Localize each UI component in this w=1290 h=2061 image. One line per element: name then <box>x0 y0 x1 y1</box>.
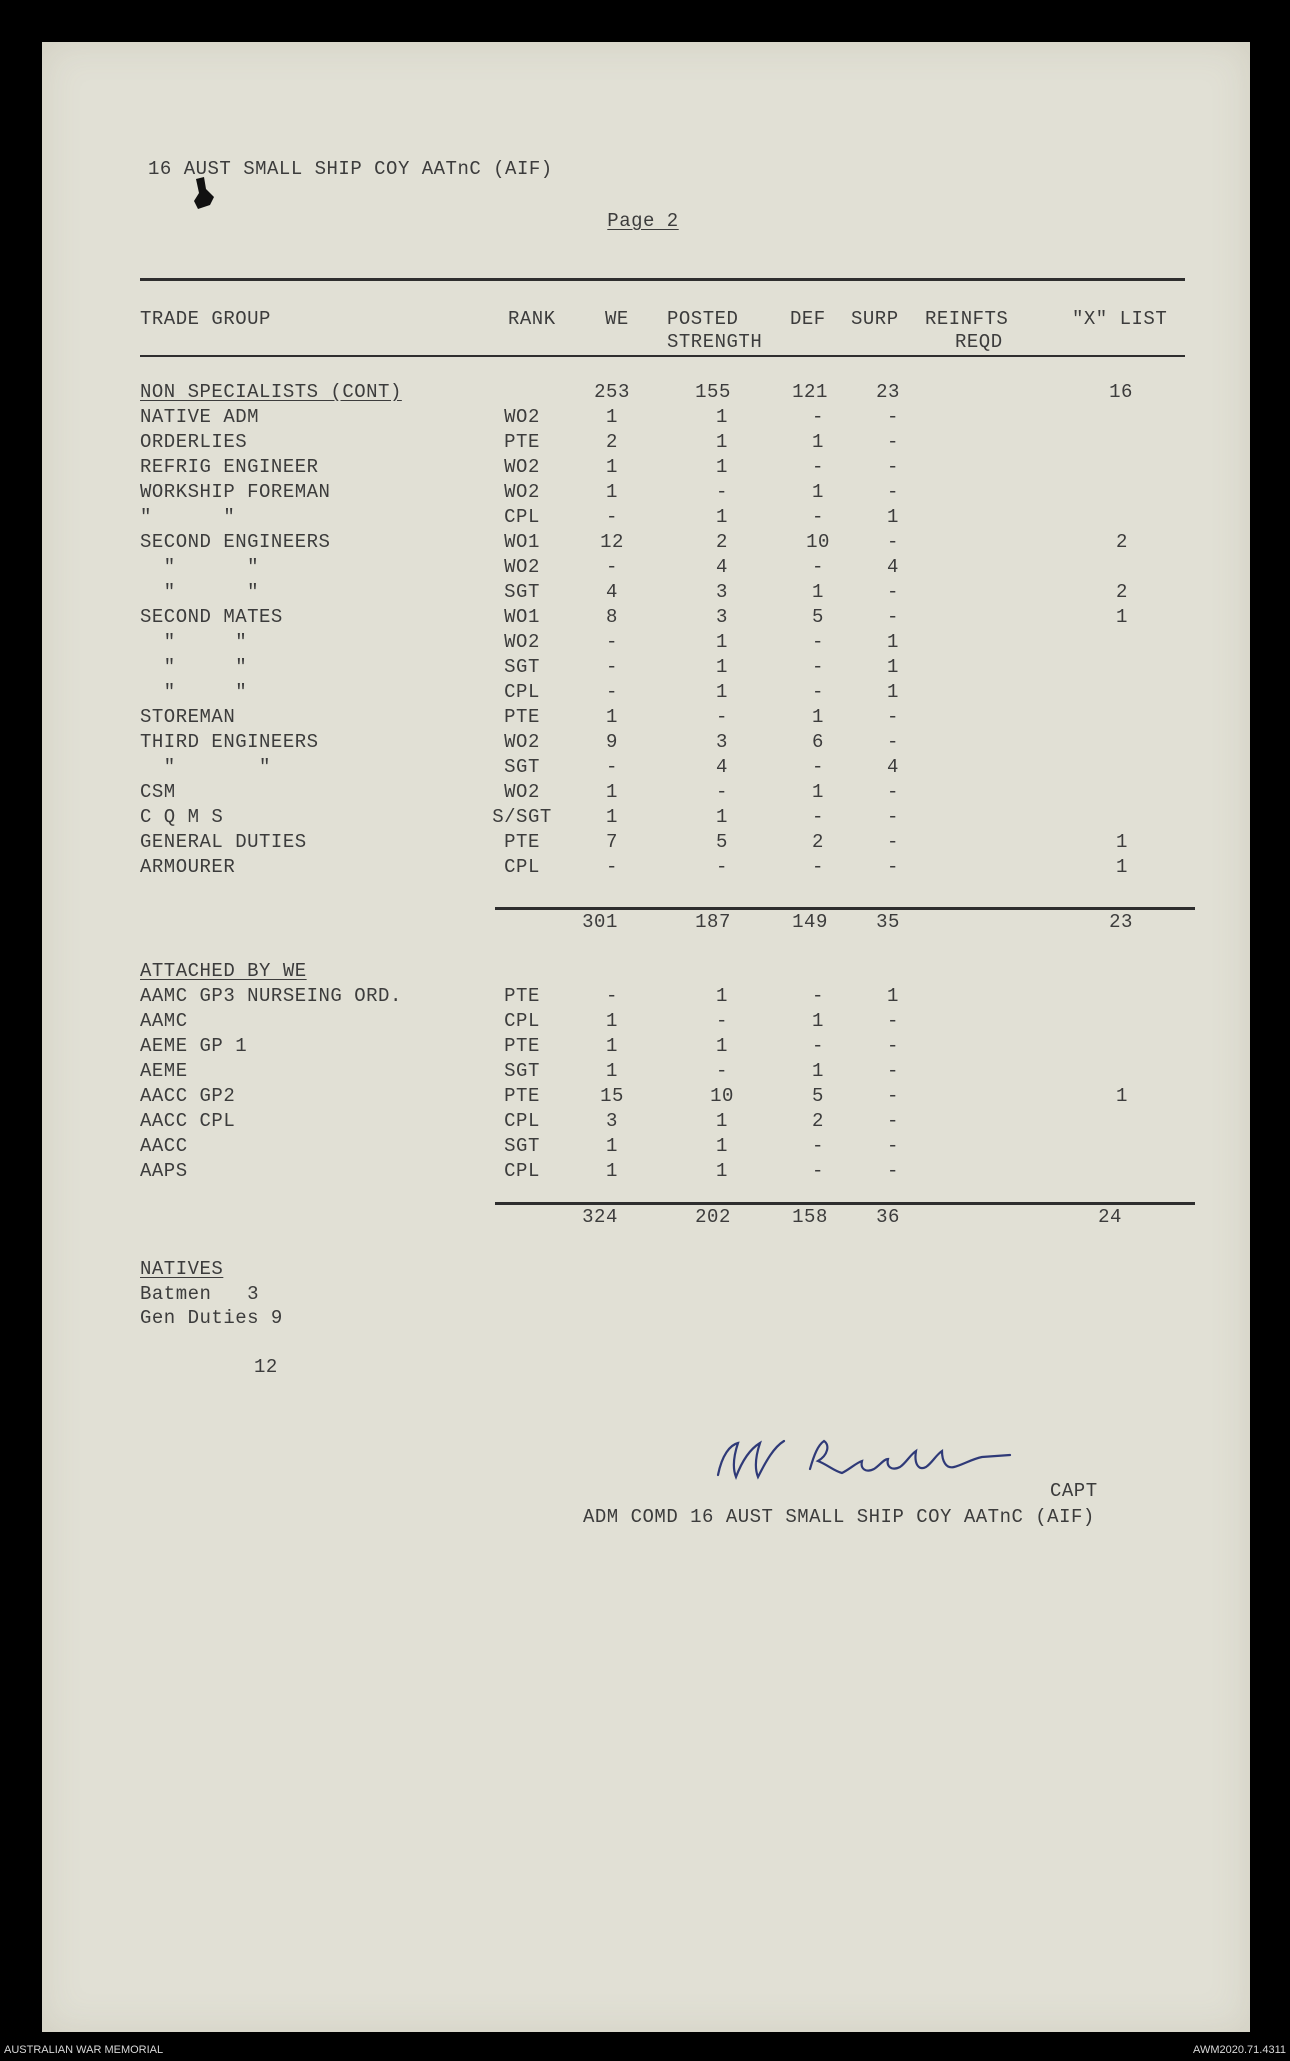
row-def: 2 <box>812 1110 824 1132</box>
row-we: - <box>606 856 618 878</box>
col-rank: RANK <box>508 308 556 330</box>
row-surp: - <box>887 1035 899 1057</box>
row-trade-group: " " <box>140 581 260 603</box>
row-we: 1 <box>606 481 618 503</box>
row-surp: - <box>887 731 899 753</box>
row-surp: - <box>887 1010 899 1032</box>
total-posted: 202 <box>695 1206 731 1228</box>
row-x-list: 1 <box>1116 606 1128 628</box>
row-surp: 1 <box>887 631 899 653</box>
row-rank: CPL <box>504 506 540 528</box>
row-surp: - <box>887 1160 899 1182</box>
row-we: 1 <box>606 1035 618 1057</box>
unit-title: 16 AUST SMALL SHIP COY AATnC (AIF) <box>148 158 553 180</box>
row-trade-group: ARMOURER <box>140 856 236 878</box>
row-rank: PTE <box>504 431 540 453</box>
row-posted: 4 <box>716 556 728 578</box>
row-def: 1 <box>812 781 824 803</box>
carry-x: 16 <box>1109 381 1133 403</box>
row-rank: PTE <box>504 1085 540 1107</box>
row-trade-group: CSM <box>140 781 176 803</box>
natives-line: Batmen 3 <box>140 1283 260 1305</box>
row-trade-group: AAPS <box>140 1160 188 1182</box>
row-rank: PTE <box>504 985 540 1007</box>
carry-posted: 155 <box>695 381 731 403</box>
row-surp: 1 <box>887 506 899 528</box>
row-x-list: 1 <box>1116 831 1128 853</box>
row-we: 12 <box>600 531 624 553</box>
col-trade-group: TRADE GROUP <box>140 308 271 330</box>
row-surp: - <box>887 581 899 603</box>
row-posted: 1 <box>716 806 728 828</box>
row-def: - <box>812 456 824 478</box>
row-def: - <box>812 985 824 1007</box>
row-rank: PTE <box>504 706 540 728</box>
row-posted: 1 <box>716 1110 728 1132</box>
row-posted: 3 <box>716 606 728 628</box>
row-def: 10 <box>806 531 830 553</box>
row-def: - <box>812 681 824 703</box>
row-trade-group: SECOND ENGINEERS <box>140 531 331 553</box>
row-posted: 10 <box>710 1085 734 1107</box>
footer-accession: AWM2020.71.4311 <box>1193 2044 1286 2056</box>
row-surp: - <box>887 1060 899 1082</box>
row-we: 1 <box>606 1060 618 1082</box>
row-surp: - <box>887 606 899 628</box>
col-x-list: "X" LIST <box>1072 308 1168 330</box>
row-we: - <box>606 985 618 1007</box>
col-reinfts: REINFTS <box>925 308 1009 330</box>
row-trade-group: " " <box>140 556 260 578</box>
row-we: - <box>606 556 618 578</box>
row-trade-group: AACC <box>140 1135 188 1157</box>
row-posted: - <box>716 1060 728 1082</box>
row-surp: 1 <box>887 985 899 1007</box>
row-def: - <box>812 656 824 678</box>
total-we: 324 <box>582 1206 618 1228</box>
row-trade-group: AAMC GP3 NURSEING ORD. <box>140 985 402 1007</box>
row-def: 5 <box>812 1085 824 1107</box>
row-def: - <box>812 506 824 528</box>
row-x-list: 1 <box>1116 1085 1128 1107</box>
row-posted: - <box>716 706 728 728</box>
row-def: - <box>812 631 824 653</box>
section-title: NON SPECIALISTS (CONT) <box>140 381 402 403</box>
subtotal-posted: 187 <box>695 911 731 933</box>
row-def: - <box>812 856 824 878</box>
row-x-list: 1 <box>1116 856 1128 878</box>
col-surp: SURP <box>851 308 899 330</box>
row-surp: 1 <box>887 656 899 678</box>
row-def: - <box>812 806 824 828</box>
row-x-list: 2 <box>1116 531 1128 553</box>
row-def: - <box>812 1035 824 1057</box>
row-posted: - <box>716 1010 728 1032</box>
row-surp: - <box>887 531 899 553</box>
row-posted: 1 <box>716 456 728 478</box>
row-surp: - <box>887 856 899 878</box>
col-we: WE <box>605 308 629 330</box>
header-top-rule <box>140 278 1185 281</box>
row-rank: WO2 <box>504 556 540 578</box>
row-def: 1 <box>812 1060 824 1082</box>
row-surp: - <box>887 1135 899 1157</box>
row-trade-group: WORKSHIP FOREMAN <box>140 481 331 503</box>
row-surp: - <box>887 781 899 803</box>
row-we: 1 <box>606 781 618 803</box>
row-rank: PTE <box>504 831 540 853</box>
row-posted: 3 <box>716 581 728 603</box>
row-posted: 1 <box>716 431 728 453</box>
carry-def: 121 <box>792 381 828 403</box>
row-surp: 4 <box>887 756 899 778</box>
row-trade-group: GENERAL DUTIES <box>140 831 307 853</box>
row-trade-group: " " <box>140 631 248 653</box>
row-trade-group: " " <box>140 506 236 528</box>
row-we: 9 <box>606 731 618 753</box>
row-trade-group: SECOND MATES <box>140 606 283 628</box>
subtotal-surp: 35 <box>876 911 900 933</box>
subtotal-def: 149 <box>792 911 828 933</box>
row-surp: - <box>887 831 899 853</box>
row-surp: - <box>887 806 899 828</box>
row-we: 15 <box>600 1085 624 1107</box>
signature-rank: CAPT <box>1050 1480 1098 1502</box>
row-we: 1 <box>606 806 618 828</box>
row-trade-group: AEME <box>140 1060 188 1082</box>
col-posted: POSTED <box>667 308 739 330</box>
row-trade-group: ORDERLIES <box>140 431 248 453</box>
row-trade-group: AAMC <box>140 1010 188 1032</box>
row-posted: 3 <box>716 731 728 753</box>
row-we: 1 <box>606 1135 618 1157</box>
row-trade-group: " " <box>140 656 248 678</box>
row-we: 3 <box>606 1110 618 1132</box>
subtotal-x: 23 <box>1109 911 1133 933</box>
row-surp: 4 <box>887 556 899 578</box>
row-def: 2 <box>812 831 824 853</box>
row-rank: WO2 <box>504 631 540 653</box>
row-def: 1 <box>812 706 824 728</box>
subtotal-we: 301 <box>582 911 618 933</box>
row-surp: - <box>887 481 899 503</box>
row-posted: 5 <box>716 831 728 853</box>
row-rank: SGT <box>504 756 540 778</box>
natives-title: NATIVES <box>140 1258 224 1280</box>
row-x-list: 2 <box>1116 581 1128 603</box>
row-def: 5 <box>812 606 824 628</box>
total-x: 24 <box>1098 1206 1122 1228</box>
row-posted: 1 <box>716 985 728 1007</box>
row-rank: SGT <box>504 581 540 603</box>
row-posted: 1 <box>716 406 728 428</box>
row-rank: CPL <box>504 856 540 878</box>
row-trade-group: " " <box>140 756 271 778</box>
row-def: 1 <box>812 481 824 503</box>
row-posted: 1 <box>716 656 728 678</box>
row-rank: CPL <box>504 1110 540 1132</box>
row-trade-group: " " <box>140 681 248 703</box>
col-def: DEF <box>790 308 826 330</box>
row-posted: 1 <box>716 506 728 528</box>
row-def: 6 <box>812 731 824 753</box>
row-surp: - <box>887 706 899 728</box>
row-def: 1 <box>812 1010 824 1032</box>
row-def: - <box>812 556 824 578</box>
row-rank: SGT <box>504 656 540 678</box>
row-rank: WO2 <box>504 481 540 503</box>
row-rank: WO2 <box>504 456 540 478</box>
footer-credit: AUSTRALIAN WAR MEMORIAL <box>4 2044 164 2056</box>
row-posted: - <box>716 781 728 803</box>
row-rank: WO2 <box>504 731 540 753</box>
row-rank: WO2 <box>504 406 540 428</box>
row-trade-group: STOREMAN <box>140 706 236 728</box>
col-strength: STRENGTH <box>667 331 763 353</box>
row-we: 4 <box>606 581 618 603</box>
row-trade-group: AACC CPL <box>140 1110 236 1132</box>
row-rank: WO1 <box>504 531 540 553</box>
row-posted: 1 <box>716 681 728 703</box>
total-def: 158 <box>792 1206 828 1228</box>
row-posted: 4 <box>716 756 728 778</box>
row-rank: CPL <box>504 681 540 703</box>
row-rank: CPL <box>504 1010 540 1032</box>
row-rank: S/SGT <box>492 806 552 828</box>
carry-surp: 23 <box>876 381 900 403</box>
total-rule <box>495 1202 1195 1205</box>
row-posted: 1 <box>716 1160 728 1182</box>
total-surp: 36 <box>876 1206 900 1228</box>
row-posted: 1 <box>716 631 728 653</box>
row-we: 2 <box>606 431 618 453</box>
row-we: 8 <box>606 606 618 628</box>
row-rank: SGT <box>504 1135 540 1157</box>
row-trade-group: NATIVE ADM <box>140 406 260 428</box>
row-surp: - <box>887 431 899 453</box>
signature-appointment: ADM COMD 16 AUST SMALL SHIP COY AATnC (AIF) <box>583 1506 1095 1528</box>
row-we: 1 <box>606 456 618 478</box>
row-rank: CPL <box>504 1160 540 1182</box>
row-trade-group: REFRIG ENGINEER <box>140 456 319 478</box>
row-def: 1 <box>812 581 824 603</box>
row-def: - <box>812 406 824 428</box>
row-posted: 2 <box>716 531 728 553</box>
row-def: 1 <box>812 431 824 453</box>
carry-we: 253 <box>594 381 630 403</box>
row-rank: WO1 <box>504 606 540 628</box>
row-surp: 1 <box>887 681 899 703</box>
page-number: Page 2 <box>607 210 679 232</box>
ink-blot <box>190 175 216 215</box>
natives-line: Gen Duties 9 <box>140 1307 283 1329</box>
row-we: 1 <box>606 1160 618 1182</box>
row-posted: - <box>716 856 728 878</box>
row-we: 1 <box>606 406 618 428</box>
row-we: 1 <box>606 1010 618 1032</box>
row-surp: - <box>887 1110 899 1132</box>
row-we: - <box>606 756 618 778</box>
row-rank: PTE <box>504 1035 540 1057</box>
row-def: - <box>812 1135 824 1157</box>
row-we: 7 <box>606 831 618 853</box>
row-we: 1 <box>606 706 618 728</box>
row-rank: WO2 <box>504 781 540 803</box>
handwritten-signature <box>710 1425 1070 1500</box>
row-trade-group: AACC GP2 <box>140 1085 236 1107</box>
row-posted: 1 <box>716 1135 728 1157</box>
row-we: - <box>606 631 618 653</box>
row-we: - <box>606 681 618 703</box>
row-trade-group: THIRD ENGINEERS <box>140 731 319 753</box>
row-we: - <box>606 506 618 528</box>
row-we: - <box>606 656 618 678</box>
row-surp: - <box>887 406 899 428</box>
row-posted: 1 <box>716 1035 728 1057</box>
row-rank: SGT <box>504 1060 540 1082</box>
row-posted: - <box>716 481 728 503</box>
row-trade-group: AEME GP 1 <box>140 1035 248 1057</box>
natives-total: 12 <box>254 1356 278 1378</box>
section-title: ATTACHED BY WE <box>140 960 307 982</box>
row-surp: - <box>887 1085 899 1107</box>
row-trade-group: C Q M S <box>140 806 224 828</box>
header-bottom-rule <box>140 355 1185 357</box>
row-surp: - <box>887 456 899 478</box>
row-def: - <box>812 1160 824 1182</box>
row-def: - <box>812 756 824 778</box>
col-reqd: REQD <box>955 331 1003 353</box>
subtotal-rule <box>495 907 1195 910</box>
